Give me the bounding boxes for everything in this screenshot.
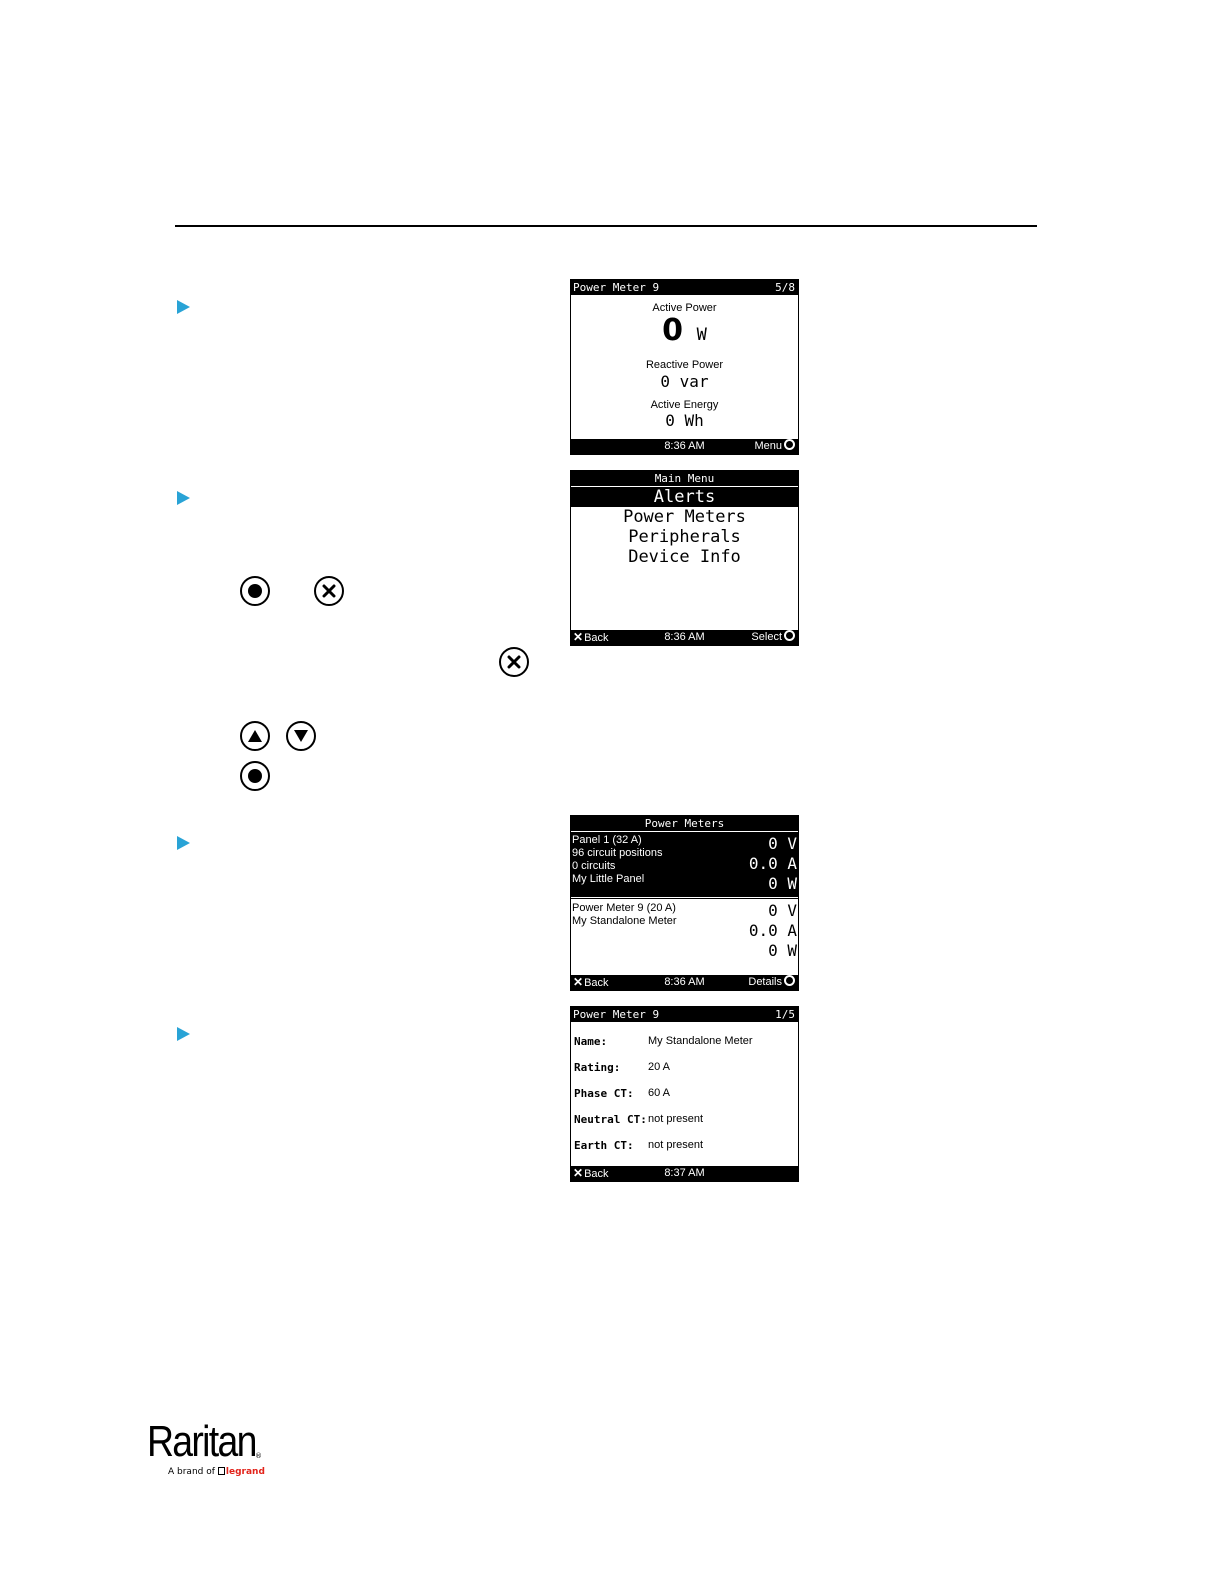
registered-mark: ® xyxy=(255,1452,262,1460)
back-label: Back xyxy=(584,977,609,989)
lcd-screen-power-meter-overview xyxy=(570,279,799,455)
active-power-value: 0 xyxy=(662,313,683,348)
meter-line: 0 circuits xyxy=(572,860,616,872)
close-button-icon xyxy=(314,576,344,606)
lcd-screen-power-meters xyxy=(570,815,799,991)
meter-power: 0 W xyxy=(768,874,797,893)
detail-key-phase-ct: Phase CT: xyxy=(574,1087,634,1100)
meter-voltage: 0 V xyxy=(768,834,797,853)
screen-title-bar xyxy=(571,816,798,831)
screen-status-bar xyxy=(571,975,798,990)
clock: 8:36 AM xyxy=(664,631,705,643)
detail-value-phase-ct: 60 A xyxy=(648,1087,671,1099)
detail-value-name: My Standalone Meter xyxy=(648,1035,753,1047)
screen-title: Power Meter 9 xyxy=(573,1008,660,1021)
screen-title: Power Meter 9 xyxy=(573,281,660,294)
lcd-screen-main-menu xyxy=(570,470,799,646)
meter-line: My Standalone Meter xyxy=(572,915,677,927)
close-icon: ✕ xyxy=(573,1166,584,1180)
screen-title-bar xyxy=(571,1007,798,1022)
select-softkey xyxy=(751,630,795,645)
menu-item-power-meters: Power Meters xyxy=(623,507,746,527)
detail-value-rating: 20 A xyxy=(648,1061,671,1073)
meter-line: Panel 1 (32 A) xyxy=(572,834,642,846)
page-indicator: 5/8 xyxy=(775,281,795,294)
meter-entry xyxy=(571,900,798,970)
detail-key-name: Name: xyxy=(574,1035,608,1048)
active-power-unit: W xyxy=(696,325,707,345)
active-power-readout xyxy=(571,313,798,347)
screen-status-bar xyxy=(571,439,798,454)
active-energy-label: Active Energy xyxy=(650,399,719,411)
meter-voltage: 0 V xyxy=(768,901,797,920)
select-button-icon xyxy=(240,576,270,606)
logo-tagline xyxy=(168,1467,265,1477)
active-energy-value: 0 Wh xyxy=(665,411,704,430)
select-circle-icon xyxy=(784,630,795,641)
screen-title-bar xyxy=(571,280,798,295)
back-label: Back xyxy=(584,632,609,644)
up-button-icon xyxy=(240,721,270,751)
menu-item-device-info: Device Info xyxy=(628,547,741,567)
detail-value-neutral-ct: not present xyxy=(648,1113,704,1125)
screen-title-bar xyxy=(571,471,798,486)
meter-line: Power Meter 9 (20 A) xyxy=(572,902,676,914)
entry-divider xyxy=(571,898,798,899)
reactive-power-label: Reactive Power xyxy=(645,359,724,371)
step-bullet-icon xyxy=(177,1027,190,1041)
down-button-icon xyxy=(286,721,316,751)
detail-value-earth-ct: not present xyxy=(648,1139,704,1151)
lcd-screen-meter-details xyxy=(570,1006,799,1182)
raritan-logo xyxy=(147,1417,275,1477)
detail-key-rating: Rating: xyxy=(574,1061,621,1074)
back-label: Back xyxy=(584,1168,609,1180)
step-bullet-icon xyxy=(177,300,190,314)
menu-item-peripherals: Peripherals xyxy=(628,527,741,547)
screen-title: Power Meters xyxy=(644,817,725,830)
step-bullet-icon xyxy=(177,836,190,850)
meter-power: 0 W xyxy=(768,941,797,960)
select-circle-icon xyxy=(784,439,795,450)
header-rule xyxy=(175,225,1037,227)
select-label: Select xyxy=(751,631,782,643)
screen-status-bar xyxy=(571,1166,798,1181)
clock: 8:36 AM xyxy=(664,976,705,988)
meter-current: 0.0 A xyxy=(748,854,797,873)
detail-key-neutral-ct: Neutral CT: xyxy=(574,1113,647,1126)
screen-status-bar xyxy=(571,630,798,645)
step-bullet-icon xyxy=(177,491,190,505)
tagline-prefix: A brand of xyxy=(168,1467,215,1477)
menu-label: Menu xyxy=(754,440,782,452)
menu-item-alerts: Alerts xyxy=(571,487,798,507)
logo-wordmark: Raritan xyxy=(147,1417,256,1466)
meter-line: 96 circuit positions xyxy=(572,847,663,859)
menu-softkey xyxy=(754,439,795,454)
select-circle-icon xyxy=(784,975,795,986)
details-softkey xyxy=(748,975,795,990)
select-button-icon xyxy=(240,761,270,791)
meter-current: 0.0 A xyxy=(748,921,797,940)
active-power-label: Active Power xyxy=(652,302,717,314)
close-button-icon xyxy=(499,647,529,677)
screen-title: Main Menu xyxy=(654,472,715,485)
close-icon: ✕ xyxy=(573,630,584,644)
legrand-mark-icon xyxy=(218,1467,225,1475)
page-indicator: 1/5 xyxy=(775,1008,795,1021)
detail-key-earth-ct: Earth CT: xyxy=(574,1139,634,1152)
meter-entry-selected xyxy=(571,832,798,897)
reactive-power-value: 0 var xyxy=(660,372,709,391)
clock: 8:36 AM xyxy=(664,440,705,452)
details-label: Details xyxy=(748,976,782,988)
clock: 8:37 AM xyxy=(664,1167,705,1179)
close-icon: ✕ xyxy=(573,975,584,989)
tagline-brand: legrand xyxy=(225,1467,265,1477)
meter-line: My Little Panel xyxy=(572,873,645,885)
